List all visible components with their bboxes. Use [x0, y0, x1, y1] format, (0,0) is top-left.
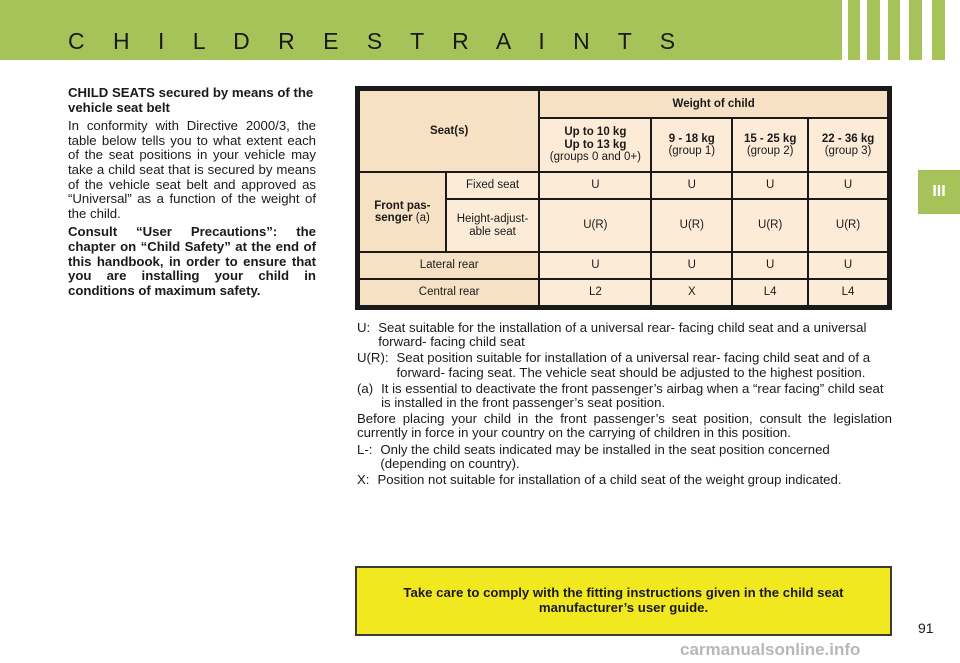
table-row [359, 252, 888, 279]
seat-table [358, 89, 889, 307]
table-row [359, 279, 888, 306]
legend-key: U(R): [357, 350, 389, 366]
intro-column [68, 86, 316, 302]
warning-box: Take care to comply with the fitting instructions given in the child seat manufacturer’s user guide. [355, 566, 892, 636]
intro-paragraph: In conformity with Directive 2000/3, the table below tells you to what extent each of the seat positions in your vehicle may take a child seat that is secured by means of the vehicle seat belt and approved as “Universal” as a function of the weight of the child. [68, 118, 316, 221]
legend-item [357, 321, 892, 349]
legend-text: It is essential to deactivate the front passenger’s airbag when a “rear facing” child seat is installed in the front passenger’s seat position. [381, 380, 884, 411]
front-passenger-cell: Front pas-senger (a) [359, 172, 446, 252]
legend-key: X: [357, 472, 370, 488]
watermark: carmanualsonline.info [680, 640, 861, 659]
value-cell: U [808, 252, 888, 279]
seat-cell: Fixed seat [446, 172, 540, 199]
header-stripe [945, 0, 960, 60]
value-cell: U(R) [539, 199, 651, 252]
value-cell: U [539, 252, 651, 279]
legislation-note: Before placing your child in the front passenger’s seat position, consult the legislation currently in force in your country on the carrying of children in this position. [357, 411, 892, 441]
value-cell: U(R) [808, 199, 888, 252]
value-cell: L4 [808, 279, 888, 306]
seat-cell: Central rear [359, 279, 539, 306]
page-title: C H I L D R E S T R A I N T S [68, 28, 687, 54]
value-cell: U [808, 172, 888, 199]
legend-key: U: [357, 320, 371, 335]
seat-cell: Height-adjust-able seat [446, 199, 540, 252]
legend-key: L-: [357, 441, 373, 457]
value-cell: X [651, 279, 732, 306]
value-cell: L2 [539, 279, 651, 306]
group-header: 15 - 25 kg (group 2) [732, 118, 808, 172]
chapter-tab: III [918, 170, 960, 214]
value-cell: U [651, 252, 732, 279]
legend-item [357, 473, 892, 487]
legend-item [357, 443, 892, 471]
value-cell: U [732, 172, 808, 199]
weight-header: Weight of child [539, 90, 888, 118]
group-header: 9 - 18 kg (group 1) [651, 118, 732, 172]
child-seat-table [355, 86, 892, 310]
section-heading: CHILD SEATS secured by means of the vehicle seat belt [68, 85, 314, 115]
table-row [359, 172, 888, 199]
value-cell: U [539, 172, 651, 199]
header-stripe [860, 0, 867, 60]
group-header: 22 - 36 kg (group 3) [808, 118, 888, 172]
legend-notes [357, 321, 892, 489]
seat-cell: Lateral rear [359, 252, 539, 279]
value-cell: L4 [732, 279, 808, 306]
legend-text: Position not suitable for installation of a child seat of the weight group indicated. [377, 472, 842, 488]
header-stripe [922, 0, 932, 60]
header-stripe [900, 0, 909, 60]
precautions-paragraph: Consult “User Precautions”: the chapter on “Child Safety” at the end of this handbook, in order to ensure that you are installing your child in conditions of maximum safety. [68, 224, 316, 298]
header-stripe [842, 0, 848, 60]
page-number: 91 [918, 620, 934, 636]
legend-text: Seat position suitable for installation of a universal rear- facing child seat and of a forward- facing seat. The vehicle seat should be adjusted to the highest position. [396, 350, 871, 380]
group-header: Up to 10 kg Up to 13 kg (groups 0 and 0+) [539, 118, 651, 172]
legend-item [357, 351, 892, 379]
legend-key: (a) [357, 380, 374, 396]
legend-item [357, 382, 892, 410]
page-header [0, 0, 960, 60]
value-cell: U [732, 252, 808, 279]
header-stripe [880, 0, 888, 60]
value-cell: U(R) [732, 199, 808, 252]
value-cell: U(R) [651, 199, 732, 252]
legend-text: Only the child seats indicated may be installed in the seat position concerned (depending on country). [380, 441, 830, 471]
legend-text: Seat suitable for the installation of a universal rear- facing child seat and a universal forward- facing child seat [378, 320, 867, 350]
seat-header: Seat(s) [359, 90, 539, 172]
value-cell: U [651, 172, 732, 199]
